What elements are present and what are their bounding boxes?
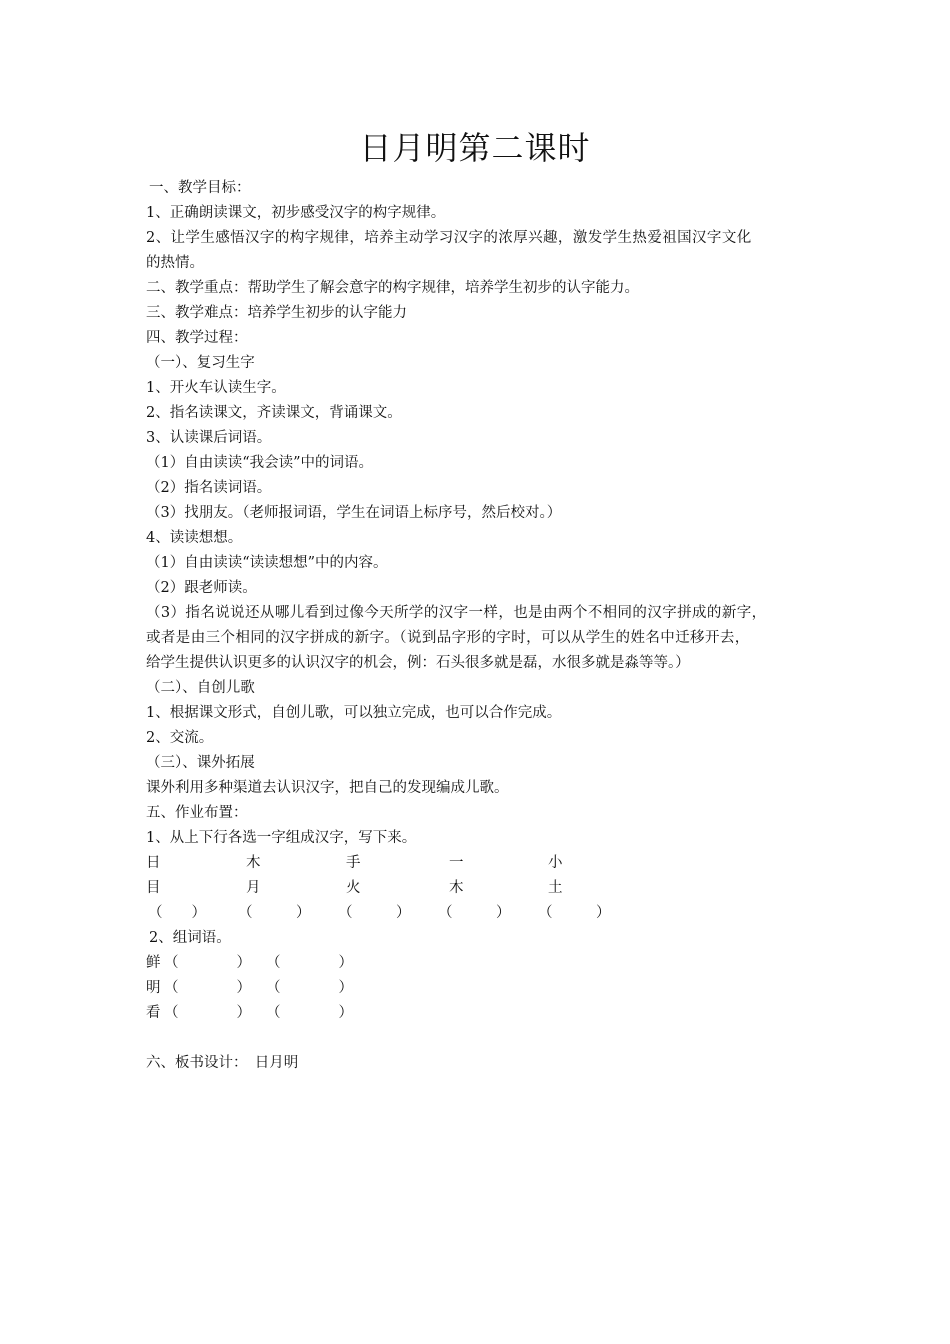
exercise2-blank: （ ） [266,955,353,971]
exercise1-bottom-char: 土 [548,880,563,896]
blank-line [146,1026,826,1051]
exercise2-char: 看 [146,1005,161,1021]
review-item-2: 2、指名读课文，齐读课文，背诵课文。 [146,405,402,421]
review-item-1: 1、开火车认读生字。 [146,380,286,396]
review-item-3-sub-2: （2）指名读词语。 [146,480,272,496]
exercise2-row [146,976,826,1001]
objective-item-2-continued: 的热情。 [146,255,204,271]
exercise1-bottom-row [146,876,826,901]
exercise1-answer-row [146,901,826,926]
section-heading-process: 四、教学过程： [146,330,248,346]
objective-item-1: 1、正确朗读课文，初步感受汉字的构字规律。 [146,205,446,221]
document-body [146,176,826,1076]
rhymes-item-1: 1、根据课文形式，自创儿歌，可以独立完成，也可以合作完成。 [146,705,562,721]
exercise2-row [146,951,826,976]
exercise1-top-char: 日 [146,855,161,871]
exercise1-top-row [146,851,826,876]
homework-item-1: 1、从上下行各选一字组成汉字，写下来。 [146,830,417,846]
review-item-4-sub-3-continued-2: 给学生提供认识更多的认识汉字的机会，例：石头很多就是磊，水很多就是淼等等。） [146,655,690,671]
review-item-4-sub-1: （1）自由读读“读读想想”中的内容。 [146,555,388,571]
exercise1-top-char: 小 [548,855,563,871]
exercise1-bottom-char: 目 [146,880,161,896]
exercise1-top-char: 一 [449,855,464,871]
objective-item-2: 2、让学生感悟汉字的构字规律，培养主动学习汉字的浓厚兴趣，激发学生热爱祖国汉字文化 [146,230,752,246]
subsection-review: （一）、复习生字 [146,355,255,371]
review-item-4: 4、读读想想。 [146,530,243,546]
exercise1-answer-blank: （ ） [338,905,411,921]
exercise1-answer-blank: （ ） [538,905,611,921]
exercise2-blank: （ ） [266,980,353,996]
exercise2-blank: （ ） [164,1005,251,1021]
subsection-create-rhymes: （二）、自创儿歌 [146,680,255,696]
exercise1-bottom-char: 木 [449,880,464,896]
exercise2-char: 明 [146,980,161,996]
document-title: 日月明第二课时 [359,129,591,167]
homework-item-2: 2、组词语。 [149,930,231,946]
review-item-4-sub-3-continued-1: 或者是由三个相同的汉字拼成的新字。（说到品字形的字时，可以从学生的姓名中迁移开去， [146,630,750,646]
exercise2-blank: （ ） [164,980,251,996]
review-item-4-sub-2: （2）跟老师读。 [146,580,257,596]
exercise2-blank: （ ） [164,955,251,971]
exercise1-top-char: 木 [246,855,261,871]
exercise1-bottom-char: 火 [346,880,361,896]
exercise2-blank: （ ） [266,1005,353,1021]
rhymes-item-2: 2、交流。 [146,730,214,746]
section-heading-objectives: 一、教学目标： [149,180,251,196]
exercise1-answer-blank: （ ） [238,905,311,921]
section-board-design: 六、板书设计： 日月明 [146,1055,299,1071]
review-item-3-sub-1: （1）自由读读“我会读”中的词语。 [146,455,374,471]
extension-text: 课外利用多种渠道去认识汉字，把自己的发现编成儿歌。 [146,780,509,796]
review-item-3-sub-3: （3）找朋友。（老师报词语，学生在词语上标序号，然后校对。） [146,505,562,521]
exercise1-answer-blank: （ ） [438,905,511,921]
section-difficulties: 三、教学难点：培养学生初步的认字能力 [146,305,407,321]
exercise2-char: 鲜 [146,955,161,971]
exercise1-answer-blank: （ ） [148,905,206,921]
review-item-3: 3、认读课后词语。 [146,430,272,446]
subsection-extension: （三）、课外拓展 [146,755,255,771]
exercise2-row [146,1001,826,1026]
exercise1-bottom-char: 月 [246,880,261,896]
exercise1-top-char: 手 [346,855,361,871]
section-key-points: 二、教学重点：帮助学生了解会意字的构字规律，培养学生初步的认字能力。 [146,280,639,296]
review-item-4-sub-3: （3）指名说说还从哪儿看到过像今天所学的汉字一样，也是由两个不相同的汉字拼成的新字， [146,605,767,621]
section-heading-homework: 五、作业布置： [146,805,248,821]
